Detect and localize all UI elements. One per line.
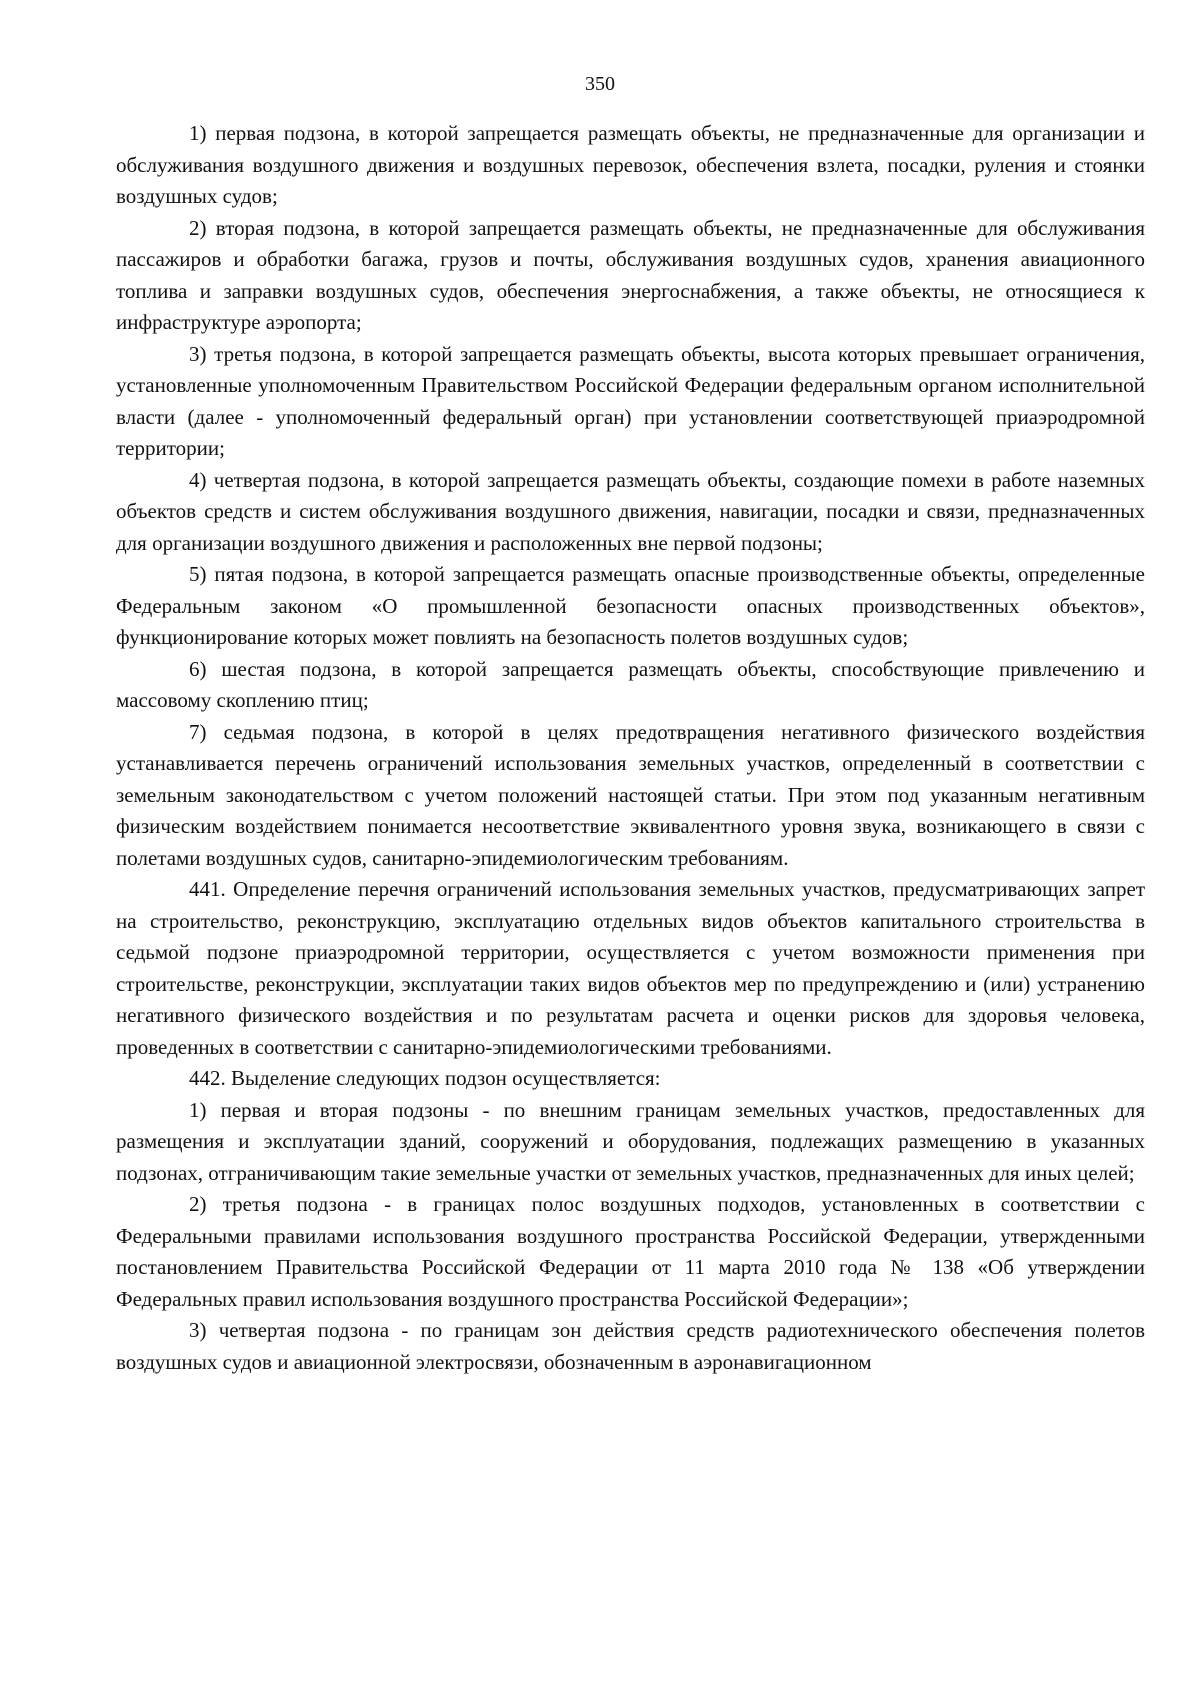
paragraph-442-item-3: 3) четвертая подзона - по границам зон действия средств радиотехнического обеспечения полетов воздушных судов и авиационной электросвязи, обозначенным в аэронавигационном	[116, 1318, 1145, 1374]
paragraph-subzone-2: 2) вторая подзона, в которой запрещается размещать объекты, не предназначенные для обслуживания пассажиров и обработки багажа, грузов и почты, обслуживания воздушных судов, хранения авиационного топлива и заправки воздушных судов, обеспечения энергоснабжения, а также объекты, не относящиеся к инфраструктуре аэропорта;	[116, 215, 1145, 334]
paragraph-subzone-4: 4) четвертая подзона, в которой запрещается размещать объекты, создающие помехи в работе наземных объектов средств и систем обслуживания воздушного движения, навигации, посадки и связи, предназначенных для организации воздушного движения и расположенных вне первой подзоны;	[116, 467, 1145, 555]
paragraph-subzone-6: 6) шестая подзона, в которой запрещается размещать объекты, способствующие привлечению и массовому скоплению птиц;	[116, 656, 1145, 712]
paragraph-442-item-2: 2) третья подзона - в границах полос воздушных подходов, установленных в соответствии с Федеральными правилами использования воздушного пространства Российской Федерации, утвержденными постановлением Правительства Российской Федерации от 11 марта 2010 года № 138 «Об утверждении Федеральных правил использования воздушного пространства Российской Федерации»;	[116, 1192, 1145, 1311]
paragraph-441: 441. Определение перечня ограничений использования земельных участков, предусматривающих запрет на строительство, реконструкцию, эксплуатацию отдельных видов объектов капитального строительства в седьмой подзоне приаэродромной территории, осуществляется с учетом возможности применения при строительстве, реконструкции, эксплуатации таких видов объектов мер по предупреждению и (или) устранению негативного физического воздействия и по результатам расчета и оценки рисков для здоровья человека, проведенных в соответствии с санитарно-эпидемиологическими требованиями.	[116, 877, 1145, 1059]
paragraph-subzone-3: 3) третья подзона, в которой запрещается размещать объекты, высота которых превышает ограничения, установленные уполномоченным Правительством Российской Федерации федеральным органом исполнительной власти (далее - уполномоченный федеральный орган) при установлении соответствующей приаэродромной территории;	[116, 341, 1145, 460]
paragraph-subzone-5: 5) пятая подзона, в которой запрещается размещать опасные производственные объекты, определенные Федеральным законом «О промышленной безопасности опасных производственных объектов», функционирование которых может повлиять на безопасность полетов воздушных судов;	[116, 562, 1145, 649]
page-number: 350	[585, 73, 615, 95]
paragraph-subzone-7: 7) седьмая подзона, в которой в целях предотвращения негативного физического воздействия устанавливается перечень ограничений использования земельных участков, определенный в соответствии с земельным законодательством с учетом положений настоящей статьи. При этом под указанным негативным физическим воздействием понимается несоответствие эквивалентного уровня звука, возникающего в связи с полетами воздушных судов, санитарно-эпидемиологическим требованиям.	[116, 719, 1145, 870]
paragraph-subzone-1: 1) первая подзона, в которой запрещается размещать объекты, не предназначенные для организации и обслуживания воздушного движения и воздушных перевозок, обеспечения взлета, посадки, руления и стоянки воздушных судов;	[116, 121, 1145, 208]
document-body	[116, 118, 1145, 1378]
paragraph-442-item-1: 1) первая и вторая подзоны - по внешним границам земельных участков, предоставленных для размещения и эксплуатации зданий, сооружений и оборудования, подлежащих размещению в указанных подзонах, отграничивающим такие земельные участки от земельных участков, предназначенных для иных целей;	[116, 1097, 1145, 1185]
paragraph-442: 442. Выделение следующих подзон осуществляется:	[189, 1066, 661, 1090]
